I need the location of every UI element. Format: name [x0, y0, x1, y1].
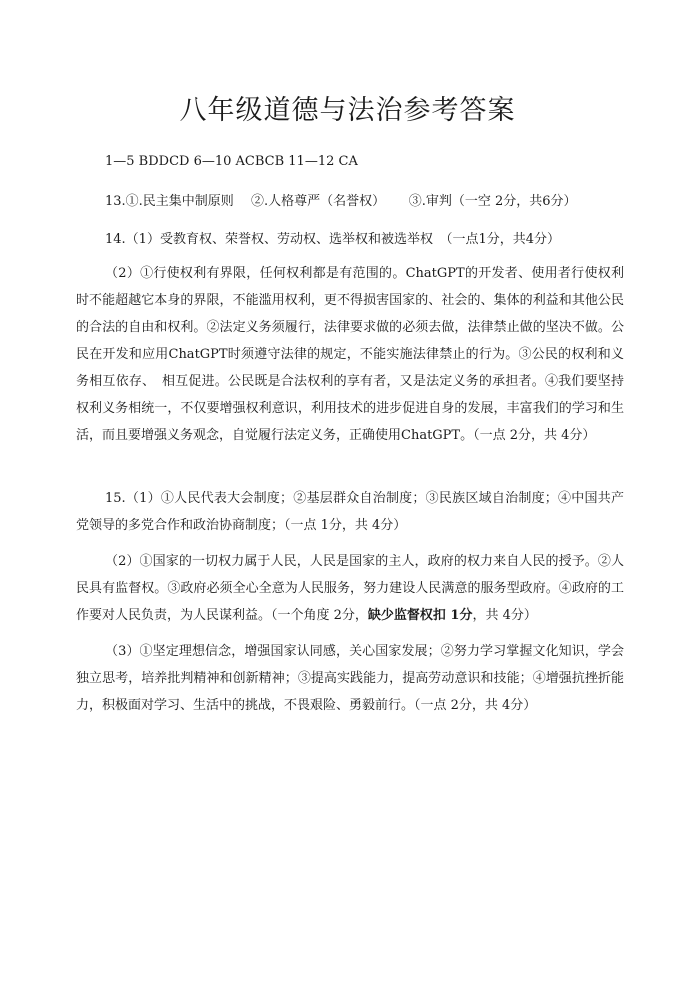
answers-1-12: 1—5 BDDCD 6—10 ACBCB 11—12 CA	[105, 154, 358, 169]
answer-15-part2-text: （2）①国家的一切权力属于人民，人民是国家的主人，政府的权力来自人民的授予。②人民具有监督权。③政府必须全心全意为人民服务，努力建设人民满意的服务型政府。④政府的工作要对人民负责，为人民谋利益。（一个角度 2分，	[76, 554, 624, 623]
answer-14-part1: 14.（1）受教育权、荣誉权、劳动权、选举权和被选举权 （一点1分，共4分）	[105, 232, 560, 247]
answer-14-part2: （2）①行使权利有界限，任何权利都是有范围的。ChatGPT的开发者、使用者行使权利时不能超越它本身的界限，不能滥用权利，更不得损害国家的、社会的、集体的利益和其他公民的合法的自由和权利。②法定义务须履行，法律要求做的必须去做，法律禁止做的坚决不做。公民在开发和应用ChatGPT时须遵守法律的规定，不能实施法律禁止的行为。③公民的权利和义务相互依存、 相互促进。公民既是合法权利的享有者，又是法定义务的承担者。④我们要坚持权利义务相统一，不仅要增强权利意识，利用技术的进步促进自身的发展，丰富我们的学习和生活，而且要增强义务观念，自觉履行法定义务，正确使用ChatGPT。（一点 2分，共 4分）	[76, 266, 624, 443]
answer-15-part2-deduction-note: 缺少监督权扣 1分	[367, 608, 473, 623]
answer-13: 13.①.民主集中制原则 ②.人格尊严（名誉权） ③.审判（一空 2分，共6分）	[105, 194, 577, 209]
answer-15-part1: 15.（1）①人民代表大会制度；②基层群众自治制度；③民族区域自治制度；④中国共产党领导的多党合作和政治协商制度；（一点 1分，共 4分）	[76, 491, 624, 533]
page-title: 八年级道德与法治参考答案	[179, 95, 516, 126]
answer-15-part2	[76, 548, 624, 629]
answer-15-part2-score: ，共 4分）	[472, 608, 537, 623]
answer-15-part3: （3）①坚定理想信念，增强国家认同感，关心国家发展；②努力学习掌握文化知识，学会独立思考，培养批判精神和创新精神；③提高实践能力，提高劳动意识和技能；④增强抗挫折能力，积极面对学习、生活中的挑战，不畏艰险、勇毅前行。（一点 2分，共 4分）	[76, 644, 624, 713]
